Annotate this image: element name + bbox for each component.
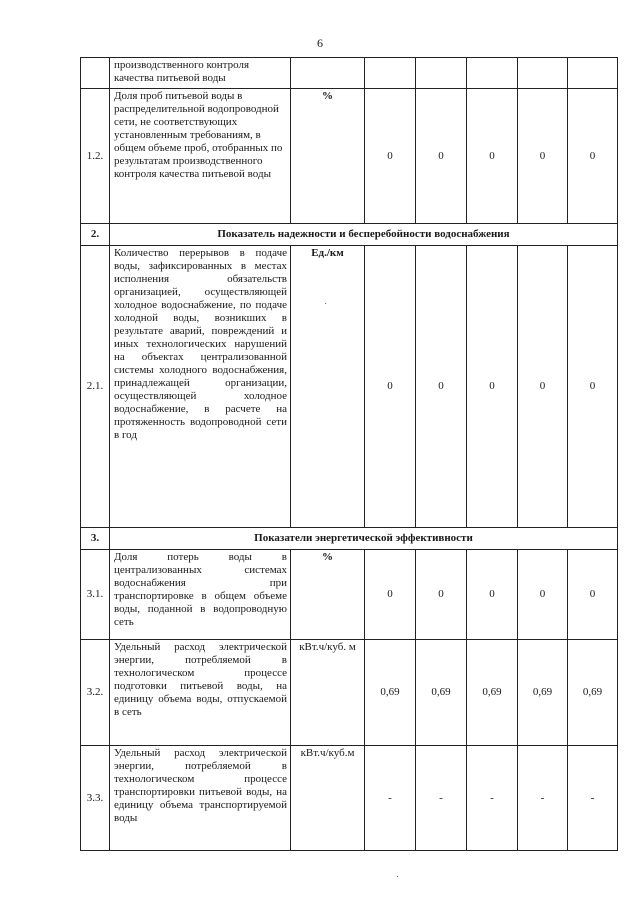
value-cell bbox=[365, 58, 416, 89]
page-number: 6 bbox=[317, 36, 323, 50]
indicator-description: производственного контроля качества питьевой воды bbox=[110, 58, 291, 89]
row-number: 3.1. bbox=[81, 550, 110, 640]
indicator-description: Доля проб питьевой воды в распределительной водопроводной сети, не соответствующих установленным требованиям, в общем объеме проб, отобранных по результатам производственного контроля качества питьевой воды bbox=[110, 89, 291, 224]
value-cell: 0,69 bbox=[416, 640, 467, 746]
indicator-description: Доля потерь воды в централизованных системах водоснабжения при транспортировке в общем объеме воды, поданной в водопроводную сеть bbox=[110, 550, 291, 640]
value-cell: 0,69 bbox=[568, 640, 618, 746]
unit-cell: % bbox=[291, 89, 365, 224]
value-cell: 0 bbox=[568, 550, 618, 640]
value-cell: 0 bbox=[467, 246, 518, 528]
scan-speck bbox=[325, 303, 326, 304]
value-cell bbox=[568, 58, 618, 89]
value-cell: 0 bbox=[416, 550, 467, 640]
indicator-description: Количество перерывов в подаче воды, зафиксированных в местах исполнения обязательств организацией, осуществляющей холодное водоснабжение, по подаче холодной воды, возникших в результате аварий, повреждений и иных технологических нарушений на объектах централизованной системы холодного водоснабжения, принадлежащей организации, осуществляющей холодное водоснабжение, в расчете на протяженность водопроводной сети в год bbox=[110, 246, 291, 528]
table-row bbox=[81, 550, 618, 640]
value-cell: - bbox=[467, 746, 518, 851]
value-cell: 0,69 bbox=[365, 640, 416, 746]
table-row bbox=[81, 89, 618, 224]
section-row bbox=[81, 224, 618, 246]
value-cell: 0 bbox=[365, 246, 416, 528]
value-cell: 0 bbox=[416, 89, 467, 224]
row-number: 3.2. bbox=[81, 640, 110, 746]
section-row bbox=[81, 528, 618, 550]
value-cell: 0 bbox=[518, 246, 568, 528]
value-cell: 0 bbox=[518, 550, 568, 640]
value-cell bbox=[518, 58, 568, 89]
table-row bbox=[81, 746, 618, 851]
value-cell: 0 bbox=[416, 246, 467, 528]
table-row bbox=[81, 640, 618, 746]
unit-cell bbox=[291, 58, 365, 89]
scan-speck bbox=[397, 876, 398, 877]
value-cell: 0 bbox=[518, 89, 568, 224]
value-cell: 0 bbox=[365, 89, 416, 224]
row-number: 2.1. bbox=[81, 246, 110, 528]
value-cell: - bbox=[416, 746, 467, 851]
value-cell bbox=[467, 58, 518, 89]
unit-cell: Ед./км bbox=[291, 246, 365, 528]
row-number bbox=[81, 58, 110, 89]
row-number: 1.2. bbox=[81, 89, 110, 224]
indicator-description: Удельный расход электрической энергии, потребляемой в технологическом процессе подготовки питьевой воды, на единицу объема воды, отпускаемой в сеть bbox=[110, 640, 291, 746]
value-cell: 0 bbox=[568, 89, 618, 224]
table-row bbox=[81, 246, 618, 528]
table-row bbox=[81, 58, 618, 89]
value-cell: 0 bbox=[467, 550, 518, 640]
value-cell: 0,69 bbox=[467, 640, 518, 746]
unit-cell: кВт.ч/куб. м bbox=[291, 640, 365, 746]
value-cell: 0,69 bbox=[518, 640, 568, 746]
unit-cell: кВт.ч/куб.м bbox=[291, 746, 365, 851]
section-number: 3. bbox=[81, 528, 110, 550]
unit-cell: % bbox=[291, 550, 365, 640]
row-number: 3.3. bbox=[81, 746, 110, 851]
value-cell bbox=[416, 58, 467, 89]
value-cell: 0 bbox=[365, 550, 416, 640]
value-cell: - bbox=[365, 746, 416, 851]
section-number: 2. bbox=[81, 224, 110, 246]
indicators-table bbox=[80, 57, 618, 851]
value-cell: - bbox=[568, 746, 618, 851]
value-cell: - bbox=[518, 746, 568, 851]
value-cell: 0 bbox=[467, 89, 518, 224]
value-cell: 0 bbox=[568, 246, 618, 528]
section-title: Показатель надежности и бесперебойности водоснабжения bbox=[110, 224, 618, 246]
section-title: Показатели энергетической эффективности bbox=[110, 528, 618, 550]
indicator-description: Удельный расход электрической энергии, потребляемой в технологическом процессе транспортировки питьевой воды, на единицу объема транспортируемой воды bbox=[110, 746, 291, 851]
